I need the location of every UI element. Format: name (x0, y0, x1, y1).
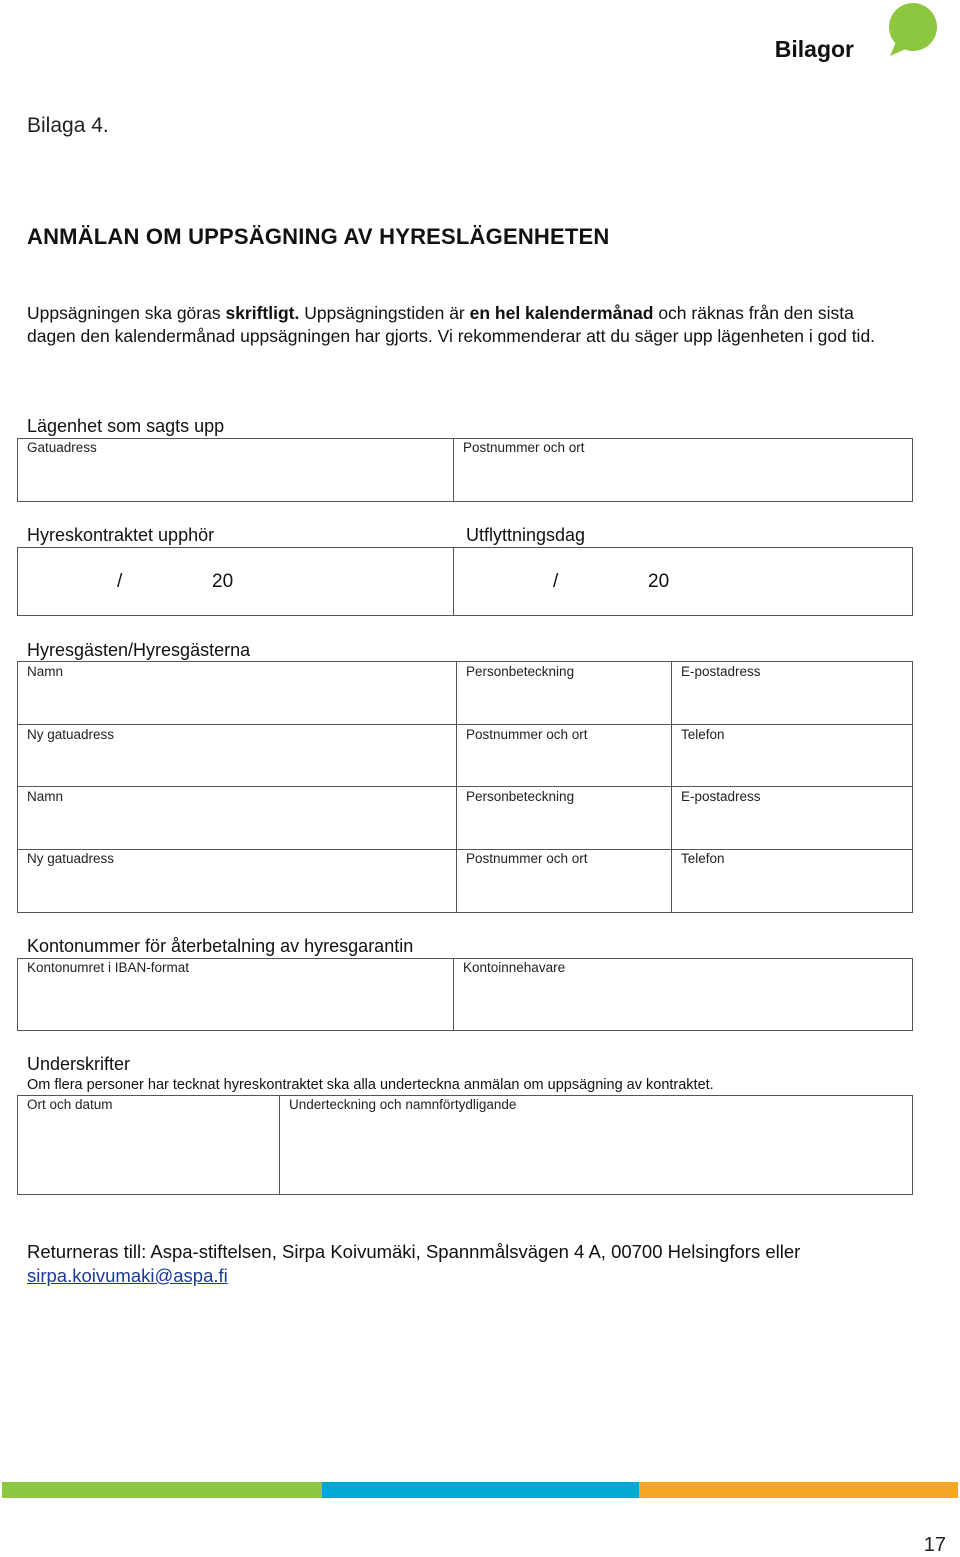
date-separator: / (117, 571, 123, 592)
form-title: ANMÄLAN OM UPPSÄGNING AV HYRESLÄGENHETEN (27, 224, 610, 249)
intro-text: och räknas från den sista dagen den kalendermånad uppsägningen har gjorts. Vi rekommenderar att du säger upp lägenheten i god tid. (27, 303, 876, 346)
account-heading-suffix: n (403, 936, 414, 956)
tenant2-email-field[interactable] (674, 807, 911, 847)
footer-bar-green (2, 1482, 322, 1498)
holder-field[interactable] (456, 978, 911, 1029)
signatures-heading: Underskrifter (27, 1054, 131, 1074)
date-separator: / (553, 571, 559, 592)
apartment-heading: Lägenhet som sagts upp (27, 416, 225, 436)
signatures-note: Om flera personer har tecknat hyreskontraktet ska alla underteckna anmälan om uppsägning av kontraktet. (27, 1077, 714, 1093)
move-out-field[interactable] (456, 549, 911, 614)
account-heading (27, 936, 413, 957)
account-heading-text: Kontonummer för återbetalning av hyresgaranti (27, 936, 404, 956)
phone-label: Telefon (681, 851, 725, 866)
speech-bubble-icon (886, 2, 940, 56)
divider (17, 786, 913, 787)
place-date-field[interactable] (19, 1115, 277, 1193)
divider (453, 547, 454, 616)
divider (17, 849, 913, 850)
divider (453, 438, 454, 502)
year-prefix: 20 (648, 571, 670, 592)
tenant1-phone-field[interactable] (674, 745, 911, 784)
postal-label: Postnummer och ort (463, 440, 585, 455)
tenant1-id-field[interactable] (459, 682, 669, 722)
tenant2-new-street-field[interactable] (19, 869, 454, 911)
id-label: Personbeteckning (466, 789, 575, 804)
intro-emphasis: skriftligt. (225, 303, 300, 323)
postal-field[interactable] (456, 458, 911, 500)
postal-label: Postnummer och ort (466, 727, 588, 742)
tenant1-postal-field[interactable] (459, 745, 669, 784)
email-label: E-postadress (681, 664, 761, 679)
appendix-label: Bilaga 4. (27, 114, 109, 137)
tenant1-new-street-field[interactable] (19, 745, 454, 784)
intro-emphasis: en hel kalendermånad (469, 303, 654, 323)
iban-field[interactable] (19, 978, 451, 1029)
footer-bar-blue (322, 1482, 639, 1498)
iban-label: Kontonumret i IBAN-format (27, 960, 190, 975)
signature-label: Underteckning och namnförtydligande (289, 1097, 517, 1112)
tenant1-name-field[interactable] (19, 682, 454, 722)
contract-end-heading: Hyreskontraktet upphör (27, 525, 215, 545)
contract-end-field[interactable] (19, 549, 451, 614)
return-email-link[interactable]: sirpa.koivumaki@aspa.fi (27, 1265, 228, 1286)
form-intro (27, 302, 907, 348)
street-label: Gatuadress (27, 440, 97, 455)
divider (17, 724, 913, 725)
tenant2-postal-field[interactable] (459, 869, 669, 911)
tenant2-phone-field[interactable] (674, 869, 911, 911)
signature-field[interactable] (282, 1115, 911, 1193)
tenants-heading: Hyresgästen/Hyresgästerna (27, 640, 251, 660)
year-prefix: 20 (212, 571, 234, 592)
holder-label: Kontoinnehavare (463, 960, 566, 975)
new-street-label: Ny gatuadress (27, 851, 115, 866)
name-label: Namn (27, 664, 64, 679)
intro-text: Uppsägningstiden är (299, 303, 470, 323)
move-out-heading: Utflyttningsdag (466, 525, 586, 545)
tenant2-id-field[interactable] (459, 807, 669, 847)
street-field[interactable] (19, 458, 451, 500)
phone-label: Telefon (681, 727, 725, 742)
divider (456, 661, 457, 913)
id-label: Personbeteckning (466, 664, 575, 679)
postal-label: Postnummer och ort (466, 851, 588, 866)
name-label: Namn (27, 789, 64, 804)
return-info (27, 1240, 800, 1288)
intro-text: Uppsägningen ska göras (27, 303, 226, 323)
email-label: E-postadress (681, 789, 761, 804)
divider (453, 958, 454, 1031)
footer-bar-orange (639, 1482, 958, 1498)
tenant2-name-field[interactable] (19, 807, 454, 847)
section-title: Bilagor (774, 36, 854, 62)
tenant1-email-field[interactable] (674, 682, 911, 722)
place-date-label: Ort och datum (27, 1097, 113, 1112)
new-street-label: Ny gatuadress (27, 727, 115, 742)
divider (671, 661, 672, 913)
page-number: 17 (923, 1534, 946, 1556)
return-address: Returneras till: Aspa-stiftelsen, Sirpa Koivumäki, Spannmålsvägen 4 A, 00700 Helsingfors eller (27, 1241, 801, 1262)
divider (279, 1095, 280, 1195)
